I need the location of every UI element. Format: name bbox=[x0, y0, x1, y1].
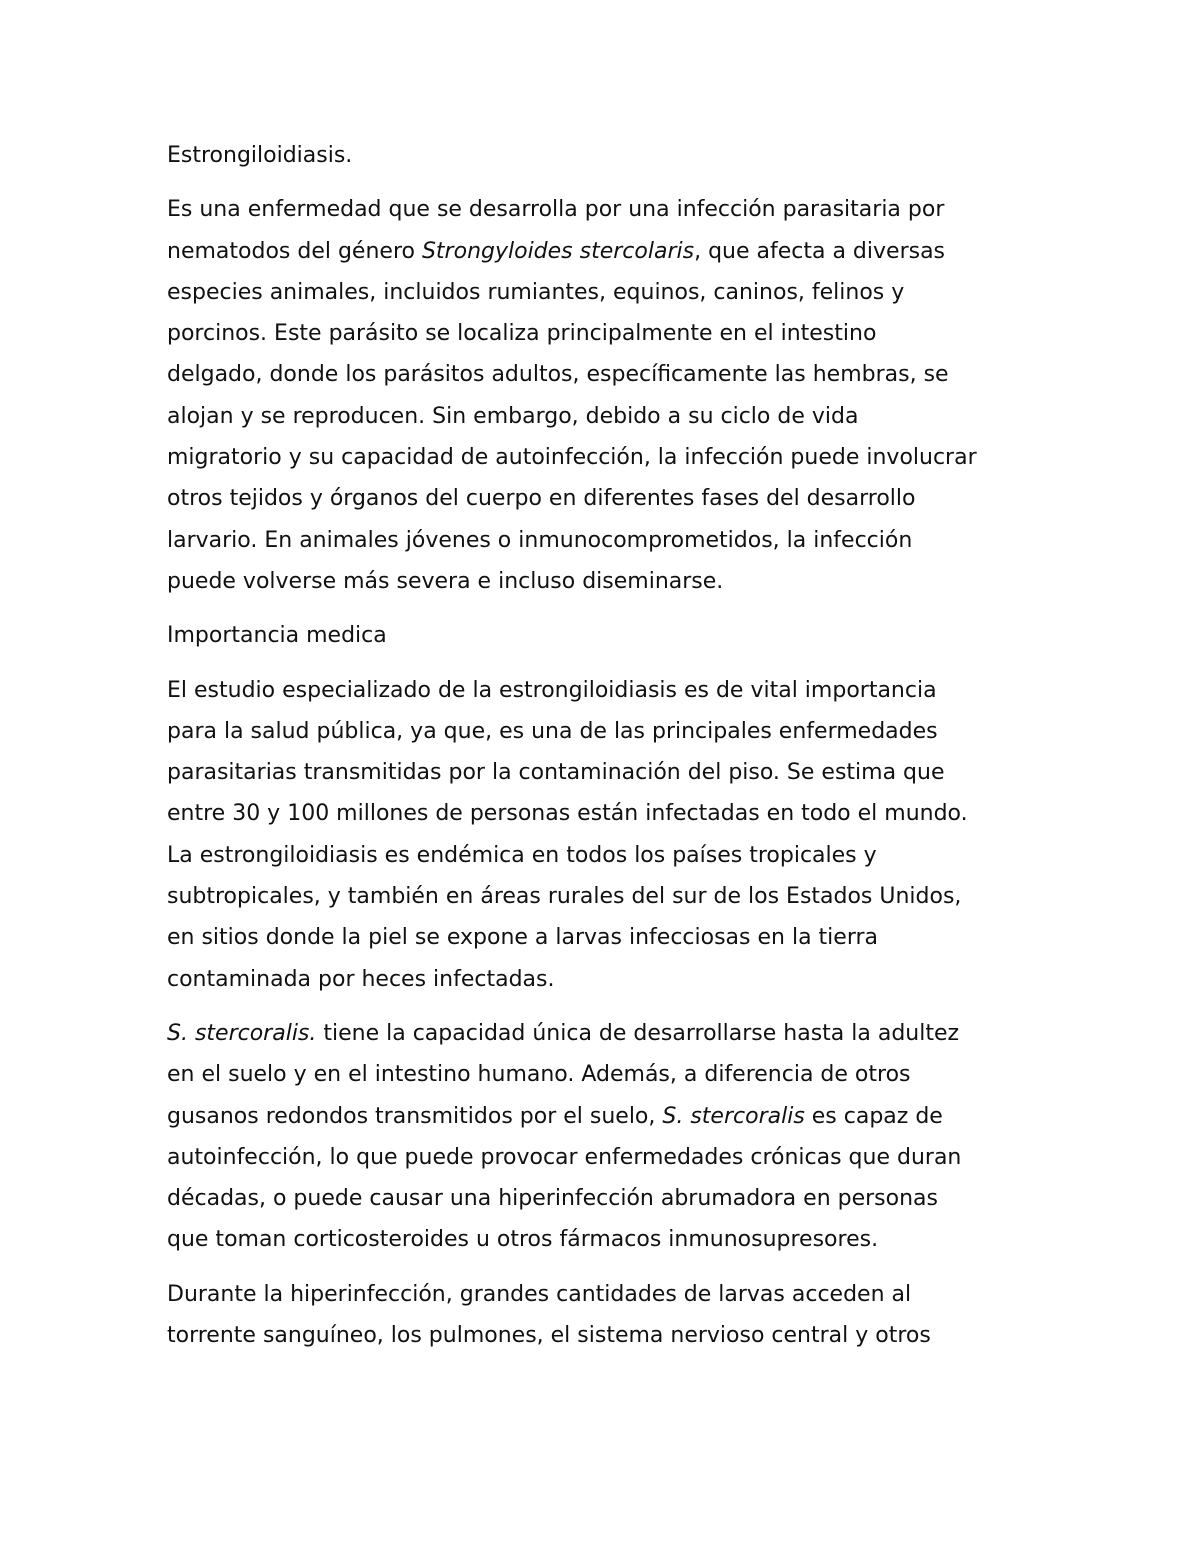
paragraph-definition bbox=[167, 189, 1047, 602]
text-line: que toman corticosteroides u otros fármacos inmunosupresores. bbox=[167, 1227, 879, 1253]
text-line: entre 30 y 100 millones de personas están infectadas en todo el mundo. bbox=[167, 801, 968, 827]
text-line: especies animales, incluidos rumiantes, equinos, caninos, felinos y bbox=[167, 279, 905, 305]
document-title: Estrongiloidiasis. bbox=[167, 143, 353, 168]
species-name-italic: Strongyloides stercolaris bbox=[421, 238, 695, 264]
text-line: en el suelo y en el intestino humano. Además, a diferencia de otros bbox=[167, 1062, 911, 1088]
text-line: larvario. En animales jóvenes o inmunocomprometidos, la infección bbox=[167, 527, 913, 553]
text-line: Es una enfermedad que se desarrolla por una infección parasitaria por bbox=[167, 197, 945, 223]
text-line: El estudio especializado de la estrongiloidiasis es de vital importancia bbox=[167, 677, 937, 703]
text-line: en sitios donde la piel se expone a larvas infecciosas en la tierra bbox=[167, 925, 879, 951]
species-name-italic: S. stercoralis bbox=[662, 1103, 805, 1129]
text-run: tiene la capacidad única de desarrollarse hasta la adultez bbox=[316, 1020, 960, 1046]
text-line: autoinfección, lo que puede provocar enfermedades crónicas que duran bbox=[167, 1144, 962, 1170]
text-run: gusanos redondos transmitidos por el suelo, bbox=[167, 1103, 663, 1129]
text-line: migratorio y su capacidad de autoinfección, la infección puede involucrar bbox=[167, 445, 977, 471]
text-line: contaminada por heces infectadas. bbox=[167, 966, 555, 992]
text-line: Durante la hiperinfección, grandes cantidades de larvas acceden al bbox=[167, 1281, 912, 1307]
text-line: alojan y se reproducen. Sin embargo, debido a su ciclo de vida bbox=[167, 403, 859, 429]
text-run: es capaz de bbox=[804, 1103, 943, 1129]
text-line: décadas, o puede causar una hiperinfección abrumadora en personas bbox=[167, 1186, 938, 1212]
text-line: puede volverse más severa e incluso diseminarse. bbox=[167, 568, 724, 594]
paragraph-autoinfection bbox=[167, 1013, 1047, 1261]
text-run: nematodos del género bbox=[167, 238, 422, 264]
section-heading: Importancia medica bbox=[167, 623, 387, 649]
text-line: para la salud pública, ya que, es una de las principales enfermedades bbox=[167, 718, 938, 744]
text-run: , que afecta a diversas bbox=[694, 238, 946, 264]
paragraph-medical-importance bbox=[167, 670, 1047, 1000]
text-line: otros tejidos y órganos del cuerpo en diferentes fases del desarrollo bbox=[167, 486, 916, 512]
text-line bbox=[167, 1013, 1047, 1054]
text-line: porcinos. Este parásito se localiza principalmente en el intestino bbox=[167, 321, 877, 347]
paragraph-hyperinfection bbox=[167, 1274, 1047, 1357]
text-line: subtropicales, y también en áreas rurales del sur de los Estados Unidos, bbox=[167, 884, 962, 910]
text-line bbox=[167, 1096, 1047, 1137]
text-line: delgado, donde los parásitos adultos, específicamente las hembras, se bbox=[167, 362, 949, 388]
text-line: parasitarias transmitidas por la contaminación del piso. Se estima que bbox=[167, 760, 945, 786]
text-line: torrente sanguíneo, los pulmones, el sistema nervioso central y otros bbox=[167, 1323, 931, 1349]
document-body bbox=[167, 135, 1047, 1369]
text-line bbox=[167, 231, 1047, 272]
text-line: La estrongiloidiasis es endémica en todos los países tropicales y bbox=[167, 842, 877, 868]
species-name-italic: S. stercoralis. bbox=[167, 1020, 317, 1046]
